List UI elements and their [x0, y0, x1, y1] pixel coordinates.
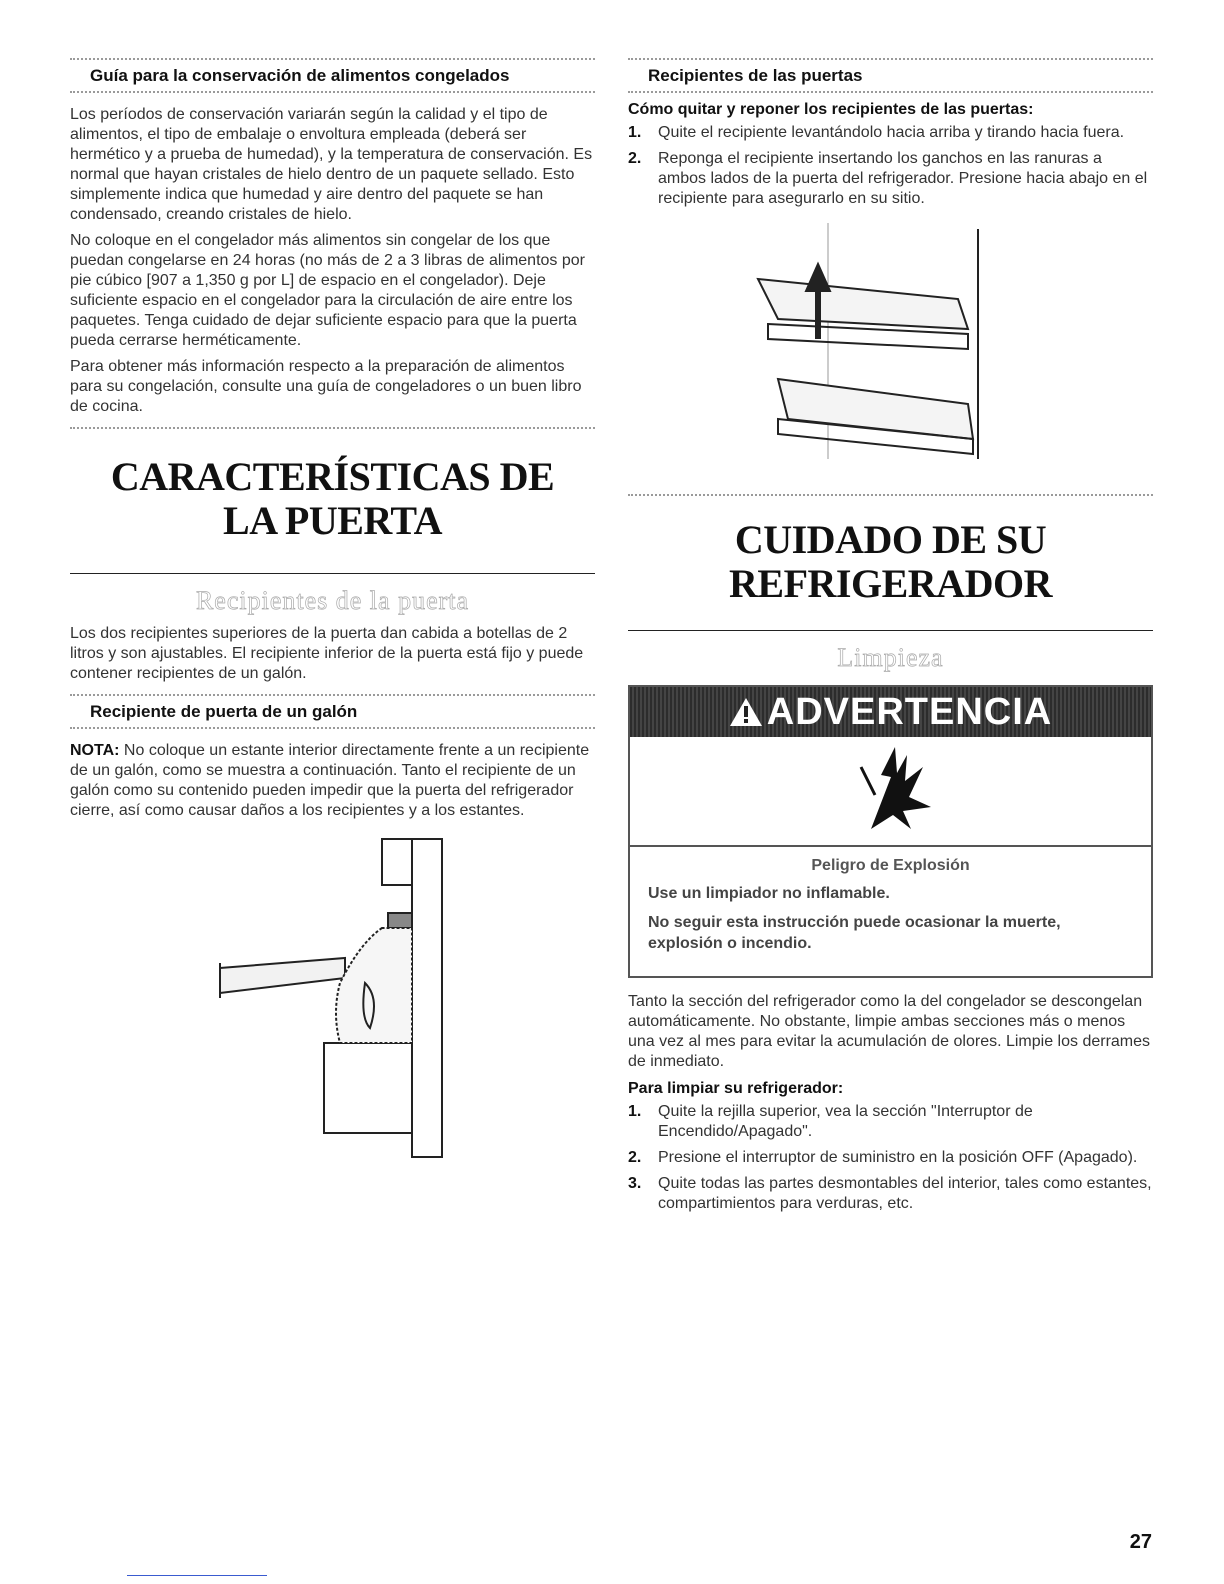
frozen-paragraph-3: Para obtener más información respecto a la preparación de alimentos para su congelación, consulte una guía de congeladores o un buen libro de cocina. — [70, 358, 582, 415]
care-title — [628, 518, 1153, 606]
warning-line-2: No seguir esta instrucción puede ocasionar la muerte, explosión o incendio. — [648, 914, 1061, 952]
bins-steps-list — [628, 123, 1153, 209]
door-features-title — [70, 455, 595, 543]
divider — [628, 630, 1153, 631]
list-item: 1. Quite el recipiente levantándolo hacia arriba y tirando hacia fuera. — [628, 124, 1125, 141]
gallon-bin-illustration — [70, 833, 595, 1173]
door-bin — [324, 1043, 412, 1133]
list-item: 2. Reponga el recipiente insertando los ganchos en las ranuras a ambos lados de la puerta del refrigerador. Presione hacia abajo en el recipiente para asegurarlo en su sitio. — [628, 150, 1148, 207]
footer-line — [127, 1575, 267, 1576]
warning-triangle-icon — [729, 696, 763, 728]
door-features-title-line1: CARACTERÍSTICAS DE — [110, 454, 555, 499]
divider — [628, 91, 1153, 93]
divider — [70, 573, 595, 574]
arrow-head — [806, 264, 830, 291]
clean-steps-list — [628, 1102, 1153, 1214]
door-bin-removal-illustration — [628, 219, 1153, 469]
hazard-label: Peligro de Explosión — [811, 857, 970, 874]
note-label: NOTA: — [70, 742, 120, 759]
divider — [70, 727, 595, 729]
warning-box — [628, 685, 1153, 978]
cleaning-paragraph: Tanto la sección del refrigerador como la del congelador se descongelan automáticamente. No obstante, limpie ambas secciones más o menos una vez al mes para evitar la acumulación de olores. Limpie los derrames de inmediato. — [628, 993, 1151, 1070]
bins-procedure-title: Cómo quitar y reponer los recipientes de las puertas: — [628, 101, 1034, 118]
left-column — [70, 58, 595, 1178]
explosion-icon — [831, 737, 951, 837]
list-item: 2. Presione el interruptor de suministro en la posición OFF (Apagado). — [628, 1149, 1138, 1166]
divider — [70, 427, 595, 429]
clean-procedure-title: Para limpiar su refrigerador: — [628, 1080, 844, 1097]
warning-line-1: Use un limpiador no inflamable. — [648, 885, 890, 902]
frozen-paragraph-1: Los períodos de conservación variarán según la calidad y el tipo de alimentos, el tipo de embalaje o envoltura empleada (deberá ser hermético y a prueba de humedad), y la temperatura de conservación. Es normal que hayan cristales de hielo dentro de un paquete sellado. Esto simplemente indica que humedad y aire dentro del paquete se han condensado, creando cristales de hielo. — [70, 106, 593, 223]
page-number: 27 — [1129, 1531, 1152, 1553]
warning-band — [630, 687, 1151, 737]
cleaning-ghost-subtitle: Limpieza — [837, 643, 944, 672]
care-title-line1: CUIDADO DE SU — [734, 517, 1047, 562]
gallon-jug — [336, 928, 412, 1043]
door-bins-ghost-subtitle: Recipientes de la puerta — [195, 586, 470, 615]
divider — [70, 91, 595, 93]
door-edge — [412, 839, 442, 1157]
door-bins-paragraph: Los dos recipientes superiores de la puerta dan cabida a botellas de 2 litros y son ajustables. El recipiente inferior de la puerta está fijo y puede contener recipientes de un galón. — [70, 625, 584, 682]
frozen-storage-heading: Guía para la conservación de alimentos congelados — [90, 66, 510, 85]
jug-cap — [388, 913, 412, 928]
upper-bin — [758, 279, 968, 329]
list-item: 1. Quite la rejilla superior, vea la sección "Interruptor de Encendido/Apagado". — [628, 1103, 1033, 1140]
warning-pictogram — [630, 737, 1151, 847]
warning-text — [630, 847, 1151, 976]
shelf — [220, 958, 345, 993]
divider — [628, 494, 1153, 496]
care-title-line2: REFRIGERADOR — [729, 561, 1052, 606]
gallon-note — [70, 741, 595, 821]
right-column — [628, 58, 1153, 1220]
warning-title: ADVERTENCIA — [630, 691, 1151, 734]
frozen-paragraph-2: No coloque en el congelador más alimentos sin congelar de los que puedan congelarse en 24 horas (no más de 2 a 3 libras de alimentos por pie cúbico [907 a 1,350 g por L] de espacio en el congelador). Deje suficiente espacio en el congelador para la circulación de aire entre los paquetes. Tenga cuidado de dejar suficiente espacio para que la puerta pueda cerrarse herméticamente. — [70, 232, 585, 349]
door-bins-heading: Recipientes de las puertas — [648, 66, 863, 85]
door-features-title-line2: LA PUERTA — [223, 498, 442, 543]
list-item: 3. Quite todas las partes desmontables del interior, tales como estantes, compartimientos para verduras, etc. — [628, 1175, 1152, 1212]
gallon-bin-heading: Recipiente de puerta de un galón — [90, 702, 358, 721]
note-text: No coloque un estante interior directamente frente a un recipiente de un galón, como se muestra a continuación. Tanto el recipiente de un galón como su contenido pueden impedir que la puerta del refrigerador cierre, así como causar daños a los recipientes y a los estantes. — [70, 742, 590, 819]
